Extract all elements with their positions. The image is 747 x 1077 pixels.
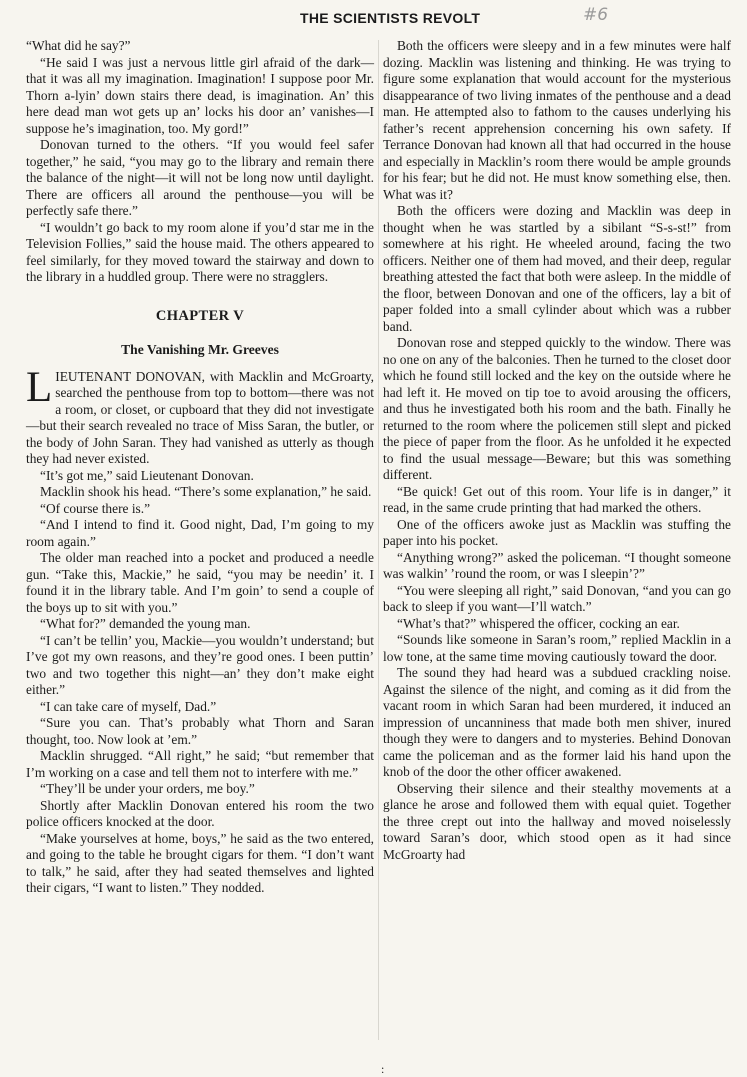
paragraph: Donovan rose and stepped quickly to the window. There was no one on any of the balconies. Then he turned to the closet door which he found still locked and the key on the outside where he had left it. He moved on tip toe to avoid arousing the officers, and thus he investigated both his room and the bath. Finally he returned to the room where the policemen still slept and picked the piece of paper from the floor. As he unfolded it he expected to find the usual message—Beware; but this was something different.	[383, 335, 731, 482]
handwritten-page-number: #6	[583, 5, 609, 25]
paragraph: “What’s that?” whispered the officer, cocking an ear.	[397, 615, 680, 631]
paragraph: Shortly after Macklin Donovan entered his room the two police officers knocked at the door.	[26, 797, 374, 829]
paragraph: “I can take care of myself, Dad.”	[40, 698, 217, 714]
paragraph: “What did he say?”	[26, 38, 131, 53]
paragraph: The older man reached into a pocket and produced a needle gun. “Take this, Mackie,” he said, “you may be needin’ it. I found it in the library table. And I’m goin’ to send a couple of the boys up to sit with you.”	[26, 550, 374, 615]
paragraph: “He said I was just a nervous little girl afraid of the dark—that it was all my imagination. Imagination! I suppose poor Mr. Thorn a-lyin’ down stairs there dead, is imagination. An’ this here dead man wot gets up an’ locks his door an’ vanishes—I suppose he’s imagination, too. My gord!”	[26, 54, 374, 136]
drop-cap: L	[26, 363, 53, 411]
footer-mark: :	[381, 1062, 385, 1076]
paragraph: “What for?” demanded the young man.	[40, 616, 251, 631]
chapter-subtitle: The Vanishing Mr. Greeves	[121, 342, 279, 357]
paragraph: Both the officers were sleepy and in a few minutes were half dozing. Macklin was listening and thinking. He was trying to figure some explanation that would account for the mysterious disappearance of two living inmates of the penthouse and a dead man. He attempted also to fathom to the causes underlying his father’s recent apprehension concerning his own safety. If Terrance Donovan had known all that had occurred in the house and especially in Macklin’s room there would be ample grounds for his fear; but he did not. He must know something else, then. What was it?	[383, 38, 731, 202]
right-column	[383, 38, 731, 863]
paragraph: “You were sleeping all right,” said Donovan, “and you can go back to sleep if you want—I’ll watch.”	[383, 582, 731, 614]
chapter-title: CHAPTER V	[155, 307, 245, 324]
paragraph: Macklin shook his head. “There’s some explanation,” he said.	[40, 484, 372, 499]
paragraph: “Of course there is.”	[40, 500, 151, 516]
paragraph: “I can’t be tellin’ you, Mackie—you wouldn’t understand; but I’ve got my own reasons, and they’re good ones. I been puttin’ two and two together this night—an’ they don’t make eight either.”	[26, 632, 374, 697]
left-column	[26, 38, 374, 897]
paragraph: One of the officers awoke just as Macklin was stuffing the paper into his pocket.	[383, 516, 731, 548]
paragraph: The sound they had heard was a subdued crackling noise. Against the silence of the night, and coming as it did from the vacant room in which Saran had been murdered, it induced an impression of uncanniness that made both men shiver, inured though they were to dangers and to mysteries. Behind Donovan came the policeman and as the former laid his hand upon the knob of the door the other officer awakened.	[383, 665, 731, 779]
page-header	[0, 4, 747, 34]
paragraph: “Anything wrong?” asked the policeman. “I thought someone was walkin’ ’round the room, or was I sleepin’?”	[383, 549, 731, 581]
paragraph: Donovan turned to the others. “If you would feel safer together,” he said, “you may go to the library and remain there the balance of the night—it will not be long now until daylight. There are officers all around the penthouse—you will be perfectly safe there.”	[26, 137, 374, 218]
paragraph: Observing their silence and their stealthy movements at a glance he arose and followed them with equal quiet. Together the three crept out into the hallway and moved noiselessly toward Saran’s door, which stood open as it had since McGroarty had	[383, 780, 731, 862]
opening-paragraph-text: IEUTENANT DONOVAN, with Macklin and McGroarty, searched the penthouse from top to bottom—there was not a room, or closet, or cupboard that they did not investigate—but their search revealed no trace of Miss Saran, the butler, or the body of John Saran. They had vanished as utterly as though they had never existed.	[26, 368, 374, 466]
paragraph: “They’ll be under your orders, me boy.”	[40, 781, 255, 796]
paragraph: Macklin shrugged. “All right,” he said; “but remember that I’m working on a case and tell them not to interfere with me.”	[26, 748, 374, 780]
paragraph: “Sure you can. That’s probably what Thorn and Saran thought, too. Now look at ’em.”	[26, 715, 374, 747]
paragraph: “Be quick! Get out of this room. Your life is in danger,” it read, in the same crude printing that had marked the others.	[383, 483, 731, 515]
paragraph: Both the officers were dozing and Macklin was deep in thought when he was startled by a sibilant “S-s-st!” from somewhere at his right. He wheeled around, facing the two officers. Neither one of them had moved, and their deep, regular breathing attested the fact that both were asleep. In the middle of the floor, between Donovan and one of the officers, lay a bit of paper folded into a small cylinder about which was a rubber band.	[383, 203, 731, 334]
paragraph: “I wouldn’t go back to my room alone if you’d star me in the Television Follies,” said the house maid. The others appeared to feel similarly, for they moved toward the stairway and down to the library in a huddled group. There were no stragglers.	[26, 219, 374, 284]
column-divider	[378, 40, 379, 1040]
paragraph: “It’s got me,” said Lieutenant Donovan.	[40, 467, 254, 483]
running-head: THE SCIENTISTS REVOLT	[300, 10, 481, 26]
paragraph: “Make yourselves at home, boys,” he said as the two entered, and going to the table he brought cigars for them. “I don’t want to talk,” he said, after they had seated themselves and lighted their cigars, “I want to listen.” They nodded.	[26, 830, 374, 895]
paragraph: “Sounds like someone in Saran’s room,” replied Macklin in a low tone, at the same time moving cautiously toward the door.	[383, 632, 731, 664]
opening-paragraph	[26, 363, 374, 468]
paragraph: “And I intend to find it. Good night, Dad, I’m going to my room again.”	[26, 517, 374, 549]
